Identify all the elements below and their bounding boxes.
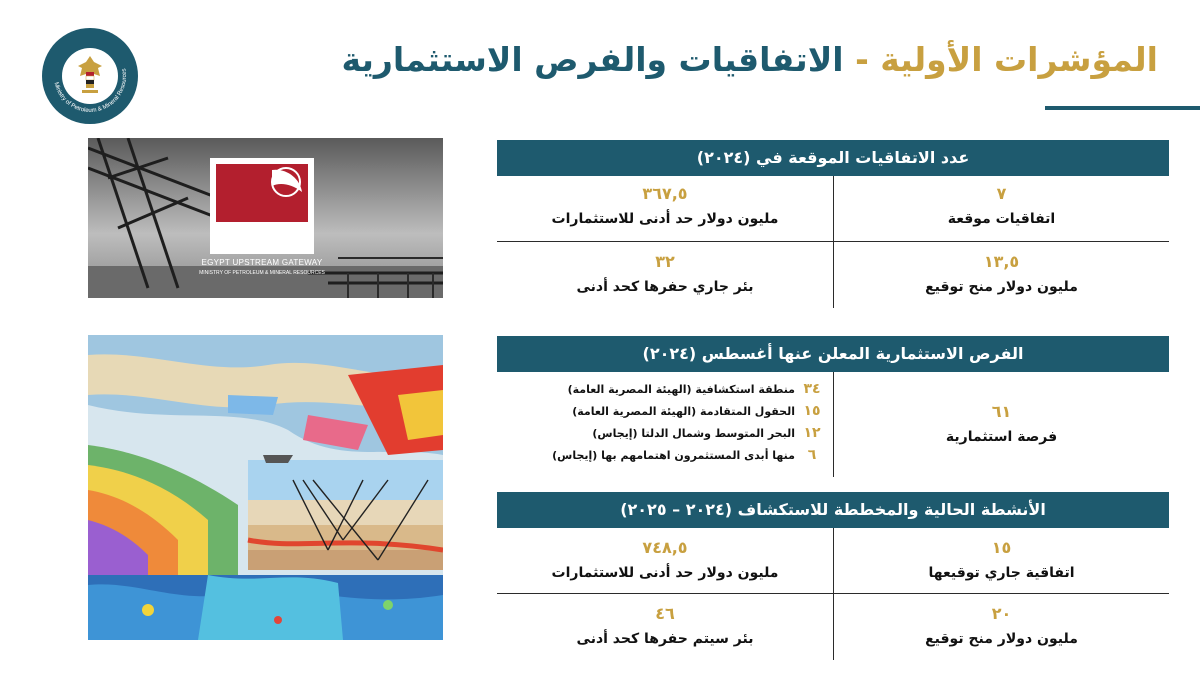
stat-label: مليون دولار منح توقيع [925,631,1078,647]
stat-label: بئر جاري حفرها كحد أدنى [576,279,754,295]
grid-cell [833,242,1169,308]
stat-number: ١٥ [991,538,1012,557]
stat-number: ٤٦ [655,604,675,623]
eug-logo-red-block [216,164,308,222]
title-part1: المؤشرات الأولية [880,40,1158,79]
grid-cell [833,176,1169,242]
title-underline [1045,106,1200,110]
grid-cell [497,242,833,308]
signed-agreements-section [497,140,1169,308]
grid-cell [497,528,833,594]
eug-subcaption: MINISTRY OF PETROLEUM & MINERAL RESOURCES [199,270,325,276]
ministry-logo [40,26,140,126]
item-text: منها أبدى المستثمرون اهتمامهم بها (إيجاس) [552,448,795,462]
stat-label: فرصة استثمارية [945,428,1058,445]
item-text: الحقول المتقادمة (الهيئة المصرية العامة) [572,404,795,418]
grid-cell [497,594,833,660]
exploration-activities-grid [497,528,1169,660]
investment-opportunities-section [497,336,1169,477]
stat-number: ١٣,٥ [983,252,1020,271]
item-number: ١٢ [803,425,821,441]
page-title [341,40,1158,79]
exploration-activities-section [497,492,1169,660]
item-number: ٣٤ [803,381,821,397]
investment-opportunities-header: الفرص الاستثمارية المعلن عنها أغسطس (٢٠٢٤) [497,336,1169,372]
grid-cell [833,594,1169,660]
list-item [497,378,823,400]
eug-caption: EGYPT UPSTREAM GATEWAY [201,258,323,267]
logo-ring-text: Ministry of Petroleum & Mineral Resources [52,67,129,115]
exploration-activities-header: الأنشطة الحالية والمخططة للاستكشاف (٢٠٢٤ – ٢٠٢٥) [497,492,1169,528]
list-item [497,422,823,444]
stat-label: مليون دولار منح توقيع [925,279,1078,295]
stat-number: ٧٤٨,٥ [642,538,688,557]
item-number: ٦ [807,447,817,463]
stat-number: ٢٠ [991,604,1012,623]
grid-cell [497,176,833,242]
stat-number: ٣٢ [655,252,675,271]
stat-number: ٧ [996,184,1007,203]
stat-label: بئر سيتم حفرها كحد أدنى [576,631,754,647]
opportunities-breakdown-list [497,372,833,477]
stat-label: مليون دولار حد أدنى للاستثمارات [551,211,779,227]
geological-map-collage [88,335,443,640]
investment-opportunities-grid [497,372,1169,477]
item-text: منطقة استكشافية (الهيئة المصرية العامة) [567,382,795,396]
eug-logo-text: EUG [229,226,295,259]
stat-label: اتفاقية جاري توقيعها [928,565,1075,581]
grid-cell [833,528,1169,594]
stat-number: ٣٦٧,٥ [642,184,688,203]
signed-agreements-header: عدد الاتفاقيات الموقعة في (٢٠٢٤) [497,140,1169,176]
item-number: ١٥ [803,403,821,419]
signed-agreements-grid [497,176,1169,308]
title-separator: - [843,40,881,79]
stat-label: مليون دولار حد أدنى للاستثمارات [551,565,779,581]
stat-number: ٦١ [991,401,1012,421]
item-text: البحر المتوسط وشمال الدلتا (إيجاس) [592,426,795,440]
stat-label: اتفاقيات موقعة [947,211,1056,227]
title-part2: الاتفاقيات والفرص الاستثمارية [341,40,844,79]
opportunities-total-cell [833,372,1169,477]
list-item [497,444,823,466]
list-item [497,400,823,422]
